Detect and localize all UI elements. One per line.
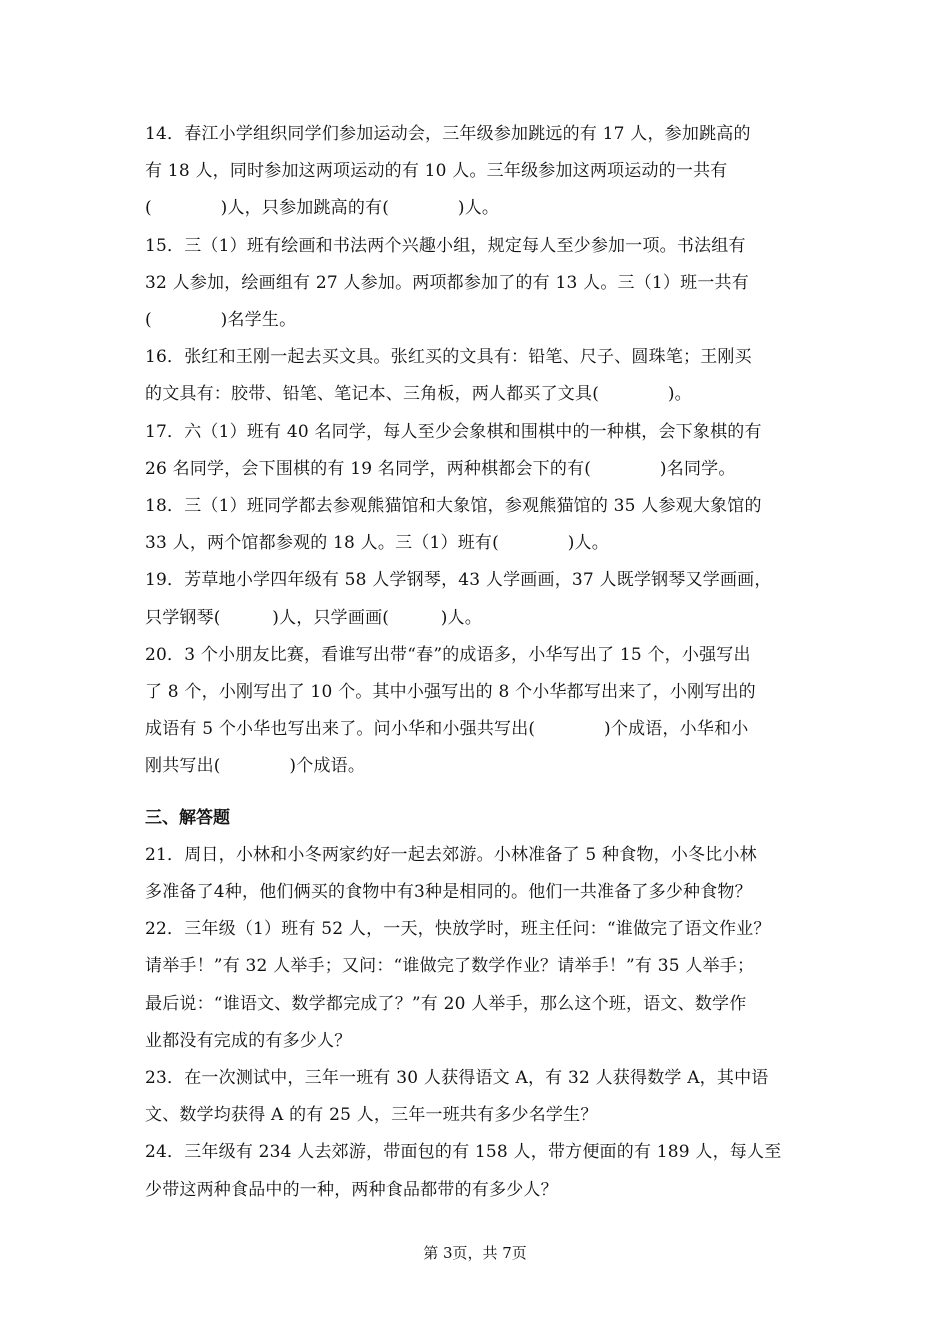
question-line: 32 人参加，绘画组有 27 人参加。两项都参加了的有 13 人。三（1）班一共有 — [145, 272, 749, 293]
question-line: 26 名同学，会下围棋的有 19 名同学，两种棋都会下的有( )名同学。 — [145, 458, 736, 479]
page-footer: 第 3页，共 7页 — [423, 1244, 527, 1262]
page-content — [145, 116, 810, 1209]
question-line: 请举手！”有 32 人举手；又问：“谁做完了数学作业？请举手！”有 35 人举手； — [145, 956, 755, 977]
question-q17 — [145, 414, 810, 488]
section-heading: 三、解答题 — [145, 807, 230, 828]
answer-questions — [145, 837, 810, 1209]
question-line: 17．六（1）班有 40 名同学，每人至少会象棋和围棋中的一种棋，会下象棋的有 — [145, 421, 762, 442]
question-line: 16．张红和王刚一起去买文具。张红买的文具有：铅笔、尺子、圆珠笔；王刚买 — [145, 347, 752, 368]
question-q22 — [145, 911, 810, 1060]
question-line: 20．3 个小朋友比赛，看谁写出带“春”的成语多，小华写出了 15 个，小强写出 — [145, 644, 751, 665]
question-q14 — [145, 116, 810, 228]
question-q15 — [145, 228, 810, 340]
question-q24 — [145, 1134, 810, 1208]
question-q21 — [145, 837, 810, 911]
fill-in-questions — [145, 116, 810, 786]
question-line: ( )人，只参加跳高的有( )人。 — [145, 198, 500, 219]
question-line: 多准备了4种，他们俩买的食物中有3种是相同的。他们一共准备了多少种食物？ — [145, 882, 752, 903]
question-q16 — [145, 339, 810, 413]
question-line: 刚共写出( )个成语。 — [145, 756, 366, 777]
question-line: 22．三年级（1）班有 52 人，一天，快放学时，班主任问：“谁做完了语文作业？ — [145, 919, 771, 940]
question-line: 21．周日，小林和小冬两家约好一起去郊游。小林准备了 5 种食物，小冬比小林 — [145, 844, 757, 865]
question-q20 — [145, 637, 810, 786]
question-line: 文、数学均获得 A 的有 25 人，三年一班共有多少名学生？ — [145, 1105, 598, 1126]
question-line: 少带这两种食品中的一种，两种食品都带的有多少人？ — [145, 1179, 558, 1200]
question-q18 — [145, 488, 810, 562]
question-line: 33 人，两个馆都参观的 18 人。三（1）班有( )人。 — [145, 533, 609, 554]
question-line: 有 18 人，同时参加这两项运动的有 10 人。三年级参加这两项运动的一共有 — [145, 161, 728, 182]
question-line: ( )名学生。 — [145, 310, 297, 331]
question-line: 24．三年级有 234 人去郊游，带面包的有 158 人，带方便面的有 189 人，每人至 — [145, 1142, 782, 1163]
question-line: 了 8 个，小刚写出了 10 个。其中小强写出的 8 个小华都写出来了，小刚写出的 — [145, 682, 756, 703]
question-line: 只学钢琴( )人，只学画画( )人。 — [145, 607, 482, 628]
question-line: 23．在一次测试中，三年一班有 30 人获得语文 A，有 32 人获得数学 A，其中语 — [145, 1068, 769, 1089]
question-line: 19．芳草地小学四年级有 58 人学钢琴，43 人学画画，37 人既学钢琴又学画画， — [145, 570, 772, 591]
question-q19 — [145, 562, 810, 636]
question-line: 最后说：“谁语文、数学都完成了？”有 20 人举手，那么这个班，语文、数学作 — [145, 993, 747, 1014]
question-line: 15．三（1）班有绘画和书法两个兴趣小组，规定每人至少参加一项。书法组有 — [145, 235, 746, 256]
question-line: 18．三（1）班同学都去参观熊猫馆和大象馆，参观熊猫馆的 35 人参观大象馆的 — [145, 496, 762, 517]
question-line: 14．春江小学组织同学们参加运动会，三年级参加跳远的有 17 人，参加跳高的 — [145, 124, 751, 144]
question-line: 的文具有：胶带、铅笔、笔记本、三角板，两人都买了文具( )。 — [145, 384, 692, 405]
question-q23 — [145, 1060, 810, 1134]
question-line: 成语有 5 个小华也写出来了。问小华和小强共写出( )个成语，小华和小 — [145, 719, 749, 740]
question-line: 业都没有完成的有多少人？ — [145, 1030, 352, 1051]
